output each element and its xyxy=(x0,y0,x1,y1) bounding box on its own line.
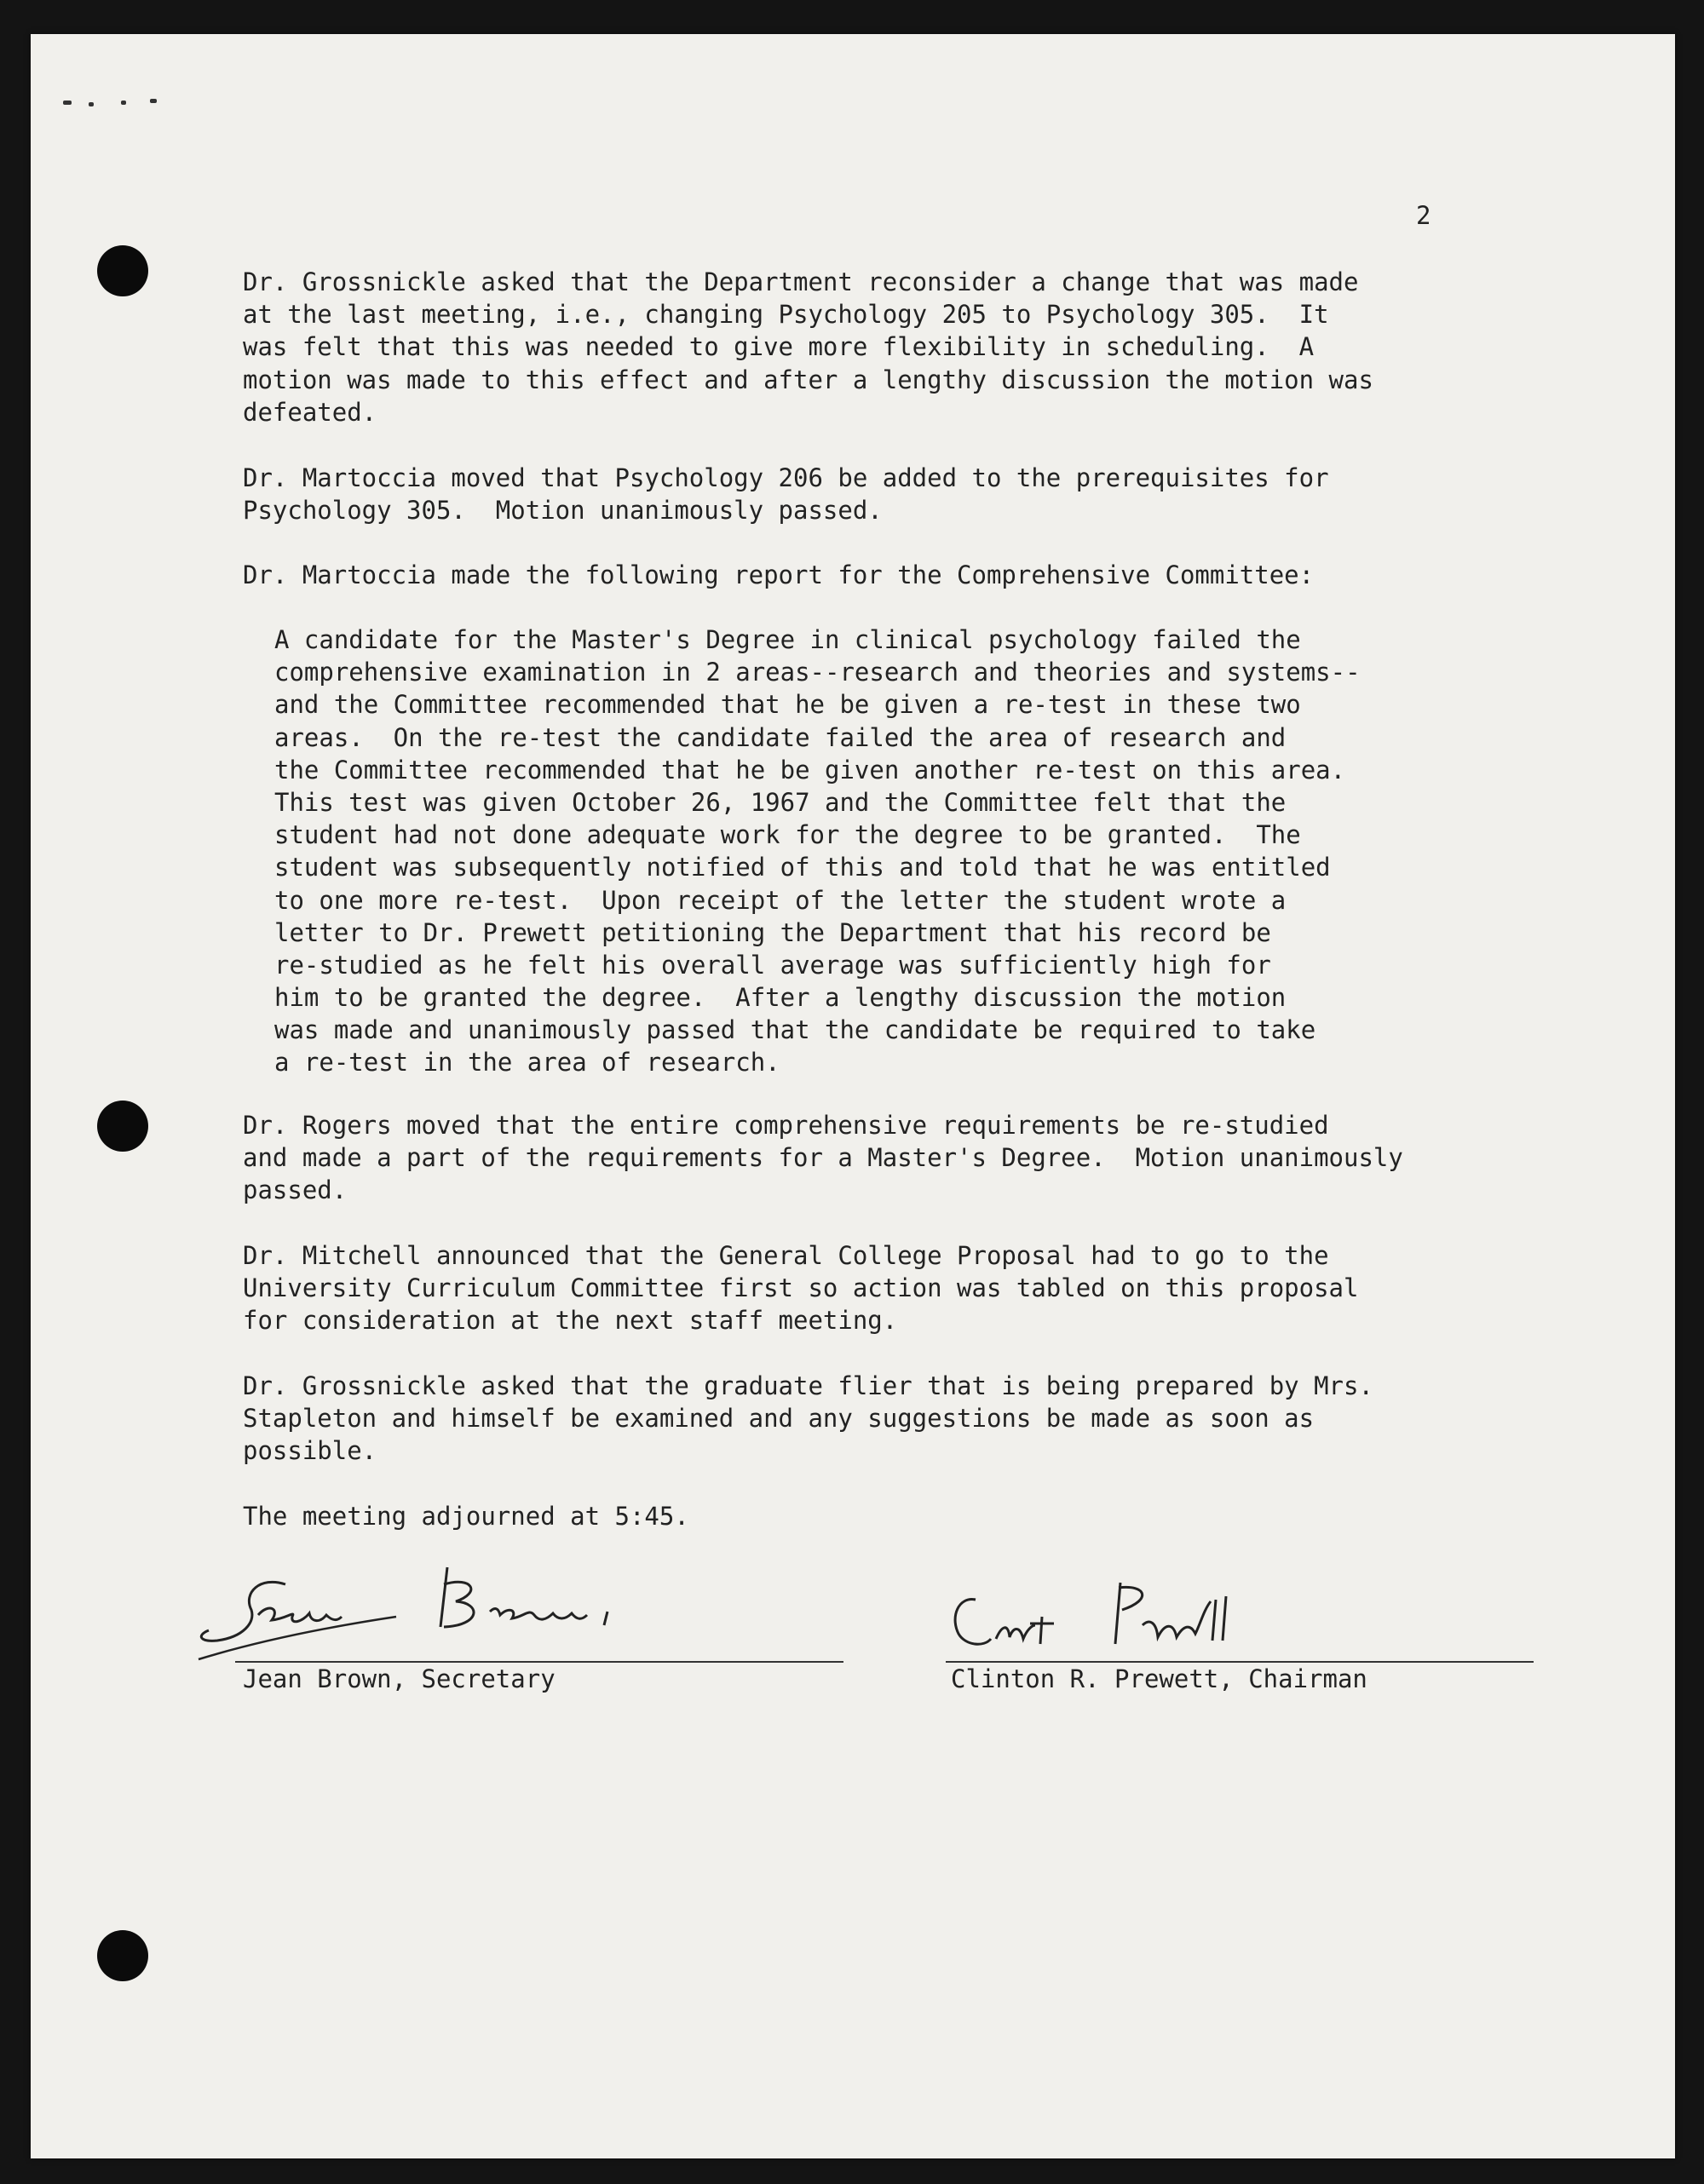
text-line: student had not done adequate work for the degree to be granted. The xyxy=(274,820,1301,850)
binder-hole-bottom xyxy=(97,1930,148,1981)
text-line: passed. xyxy=(243,1175,348,1205)
paragraph-report-intro xyxy=(243,559,1314,591)
text-line: and made a part of the requirements for a Master's Degree. Motion unanimously xyxy=(243,1143,1403,1173)
paragraph-rogers-motion xyxy=(243,1109,1403,1207)
text-line: This test was given October 26, 1967 and the Committee felt that the xyxy=(274,787,1287,817)
text-line: University Curriculum Committee first so action was tabled on this proposal xyxy=(243,1273,1359,1303)
text-line: to one more re-test. Upon receipt of the letter the student wrote a xyxy=(274,885,1287,915)
text-line: Stapleton and himself be examined and any suggestions be made as soon as xyxy=(243,1404,1315,1434)
text-line: areas. On the re-test the candidate failed the area of research and xyxy=(274,722,1287,752)
text-line: defeated. xyxy=(243,397,377,427)
text-line: Dr. Martoccia moved that Psychology 206 be added to the prerequisites for xyxy=(243,463,1329,492)
text-line: him to be granted the degree. After a lengthy discussion the motion xyxy=(274,983,1287,1013)
text-line: a re-test in the area of research. xyxy=(274,1048,780,1078)
paper-speck xyxy=(89,102,94,106)
paragraph-graduate-flier xyxy=(243,1370,1373,1468)
paragraph-psych-206 xyxy=(243,462,1329,526)
paper-speck xyxy=(63,101,72,105)
text-line: Dr. Rogers moved that the entire comprehensive requirements be re-studied xyxy=(243,1111,1329,1140)
text-line: and the Committee recommended that he be given a re-test in these two xyxy=(274,690,1301,720)
text-line: Dr. Grossnickle asked that the Department reconsider a change that was made xyxy=(243,267,1359,296)
text-line: The meeting adjourned at 5:45. xyxy=(243,1502,689,1531)
text-line: re-studied as he felt his overall average was sufficiently high for xyxy=(274,950,1271,980)
binder-hole-top xyxy=(97,245,148,296)
binder-hole-middle xyxy=(97,1101,148,1152)
text-line: Dr. Mitchell announced that the General College Proposal had to go to the xyxy=(243,1241,1329,1270)
text-line: comprehensive examination in 2 areas--research and theories and systems-- xyxy=(274,658,1361,687)
text-line: possible. xyxy=(243,1436,377,1466)
paper-speck xyxy=(150,99,157,103)
text-line: at the last meeting, i.e., changing Psychology 205 to Psychology 305. It xyxy=(243,300,1329,330)
secretary-signature xyxy=(192,1559,669,1661)
committee-report xyxy=(274,624,1361,1079)
text-line: motion was made to this effect and after a lengthy discussion the motion was xyxy=(243,365,1373,394)
text-line: Dr. Grossnickle asked that the graduate flier that is being prepared by Mrs. xyxy=(243,1371,1373,1400)
paper-speck xyxy=(121,101,126,105)
text-line: was felt that this was needed to give more flexibility in scheduling. A xyxy=(243,332,1315,362)
text-line: letter to Dr. Prewett petitioning the Department that his record be xyxy=(274,917,1271,947)
chairman-signature xyxy=(941,1566,1419,1668)
secretary-name: Jean Brown, Secretary xyxy=(243,1664,556,1693)
text-line: was made and unanimously passed that the candidate be required to take xyxy=(274,1015,1316,1045)
text-line: Dr. Martoccia made the following report for the Comprehensive Committee: xyxy=(243,560,1315,589)
paragraph-psych-205 xyxy=(243,266,1373,428)
chairman-name: Clinton R. Prewett, Chairman xyxy=(951,1664,1367,1693)
paragraph-adjournment xyxy=(243,1500,689,1532)
text-line: Psychology 305. Motion unanimously passed. xyxy=(243,496,883,526)
text-line: for consideration at the next staff meeting. xyxy=(243,1306,898,1336)
paragraph-mitchell-announcement xyxy=(243,1239,1358,1337)
text-line: the Committee recommended that he be given another re-test on this area. xyxy=(274,755,1346,785)
text-line: student was subsequently notified of this and told that he was entitled xyxy=(274,853,1331,882)
page-number: 2 xyxy=(1416,201,1431,230)
text-line: A candidate for the Master's Degree in clinical psychology failed the xyxy=(274,625,1301,654)
